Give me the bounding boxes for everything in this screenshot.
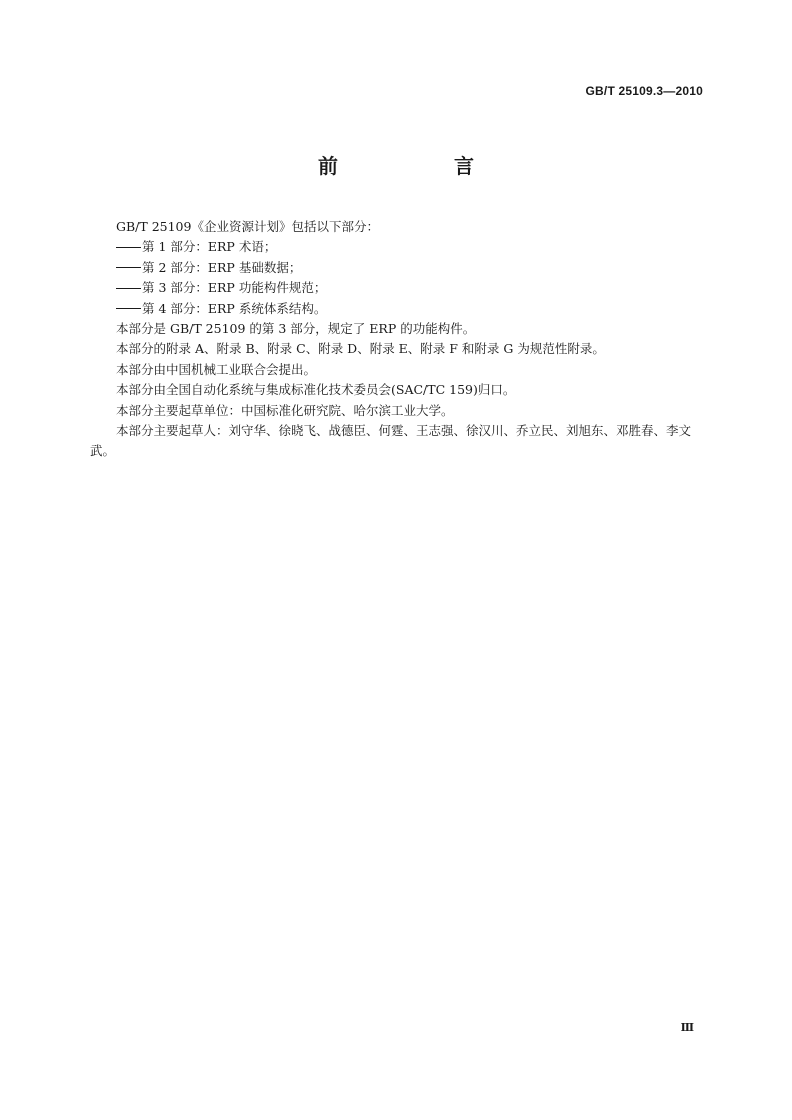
drafting-units-paragraph: 本部分主要起草单位：中国标准化研究院、哈尔滨工业大学。	[116, 402, 454, 418]
drafters-paragraph: 本部分主要起草人：刘守华、徐晓飞、战德臣、何霆、王志强、徐汉川、乔立民、刘旭东、邓胜春、李文武。	[90, 423, 692, 459]
page-number: Ⅲ	[680, 1021, 694, 1034]
list-item-text: 第 3 部分：ERP 功能构件规范；	[142, 280, 327, 296]
dash-marker	[116, 267, 141, 269]
committee-paragraph: 本部分由全国自动化系统与集成标准化技术委员会(SAC/TC 159)归口。	[116, 382, 516, 398]
list-item	[90, 278, 705, 298]
list-item-text: 第 4 部分：ERP 系统体系结构。	[142, 300, 327, 316]
proposer-paragraph: 本部分由中国机械工业联合会提出。	[116, 361, 317, 377]
foreword-body	[90, 217, 705, 462]
list-item-text: 第 2 部分：ERP 基础数据；	[142, 259, 302, 275]
annex-paragraph: 本部分的附录 A、附录 B、附录 C、附录 D、附录 E、附录 F 和附录 G 为规范性附录。	[116, 341, 605, 357]
scope-paragraph: 本部分是 GB/T 25109 的第 3 部分，规定了 ERP 的功能构件。	[116, 321, 476, 337]
list-item	[90, 237, 705, 257]
dash-marker	[116, 308, 141, 310]
list-item	[90, 299, 705, 319]
intro-paragraph: GB/T 25109《企业资源计划》包括以下部分：	[116, 219, 379, 234]
page-title: 前 言	[318, 154, 522, 178]
list-item	[90, 258, 705, 278]
dash-marker	[116, 288, 141, 290]
dash-marker	[116, 247, 141, 249]
standard-code: GB/T 25109.3—2010	[585, 84, 703, 98]
list-item-text: 第 1 部分：ERP 术语；	[142, 239, 277, 255]
